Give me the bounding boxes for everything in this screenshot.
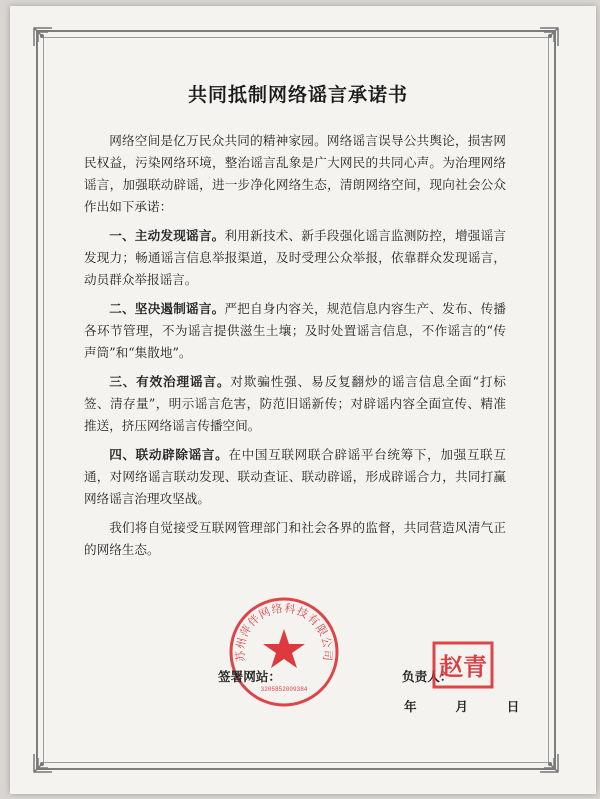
day-label: 日 bbox=[506, 699, 520, 714]
item-paragraph-2 bbox=[84, 298, 506, 364]
document-body bbox=[84, 130, 506, 568]
responsible-person-label: 负责人： bbox=[402, 669, 453, 684]
item-lead: 四、联动辟除谣言。 bbox=[109, 447, 229, 462]
item-paragraph-3 bbox=[84, 371, 506, 437]
corner-ornament-icon bbox=[30, 750, 56, 776]
month-label: 月 bbox=[455, 699, 468, 714]
corner-ornament-icon bbox=[30, 24, 56, 50]
seal-company-text: 苏州萍伴网络科技有限公司 bbox=[234, 602, 334, 663]
corner-ornament-icon bbox=[536, 750, 562, 776]
company-seal-icon bbox=[227, 595, 341, 709]
document-title: 共同抵制网络谣言承诺书 bbox=[187, 84, 408, 106]
closing-paragraph: 我们将自觉接受互联网管理部门和社会各界的监督，共同营造风清气正的网络生态。 bbox=[84, 520, 506, 557]
seal-number-text: 3205852009384 bbox=[260, 686, 308, 693]
item-lead: 三、有效治理谣言。 bbox=[109, 374, 231, 389]
corner-ornament-icon bbox=[536, 24, 562, 50]
intro-paragraph: 网络空间是亿万民众共同的精神家园。网络谣言误导公共舆论，损害网民权益，污染网络环境，整治谣言乱象是广大网民的共同心声。为治理网络谣言，加强联动辟谣，进一步净化网络生态，清朗网络空间，现向社会公众作出如下承诺： bbox=[84, 133, 506, 214]
item-paragraph-1 bbox=[84, 225, 506, 291]
item-text: 在中国互联网联合辟谣平台统筹下，加强互联互通，对网络谣言联动发现、联动查证、联动辟谣，形成辟谣合力，共同打赢网络谣言治理攻坚战。 bbox=[84, 447, 507, 506]
item-lead: 一、主动发现谣言。 bbox=[109, 228, 225, 243]
name-stamp-text: 赵青 bbox=[439, 652, 487, 681]
year-label: 年 bbox=[404, 699, 417, 714]
item-text: 对欺骗性强、易反复翻炒的谣言信息全面“打标签、清存量”，明示谣言危害，防范旧谣新传；对辟谣内容全面宣传、精准推送，挤压网络谣言传播空间。 bbox=[84, 374, 506, 433]
item-paragraph-4 bbox=[84, 444, 506, 510]
signing-site-label: 签署网站： bbox=[218, 669, 281, 684]
item-text: 严把自身内容关，规范信息内容生产、发布、传播各环节管理，不为谣言提供滋生土壤；及时处置谣言信息，不作谣言的“传声筒”和“集散地”。 bbox=[84, 301, 507, 360]
item-lead: 二、坚决遏制谣言。 bbox=[109, 301, 225, 316]
date-line bbox=[404, 696, 519, 715]
item-text: 利用新技术、新手段强化谣言监测防控，增强谣言发现力；畅通谣言信息举报渠道，及时受理公众举报，依靠群众发现谣言，动员群众举报谣言。 bbox=[84, 228, 507, 287]
name-stamp-icon bbox=[432, 641, 494, 689]
